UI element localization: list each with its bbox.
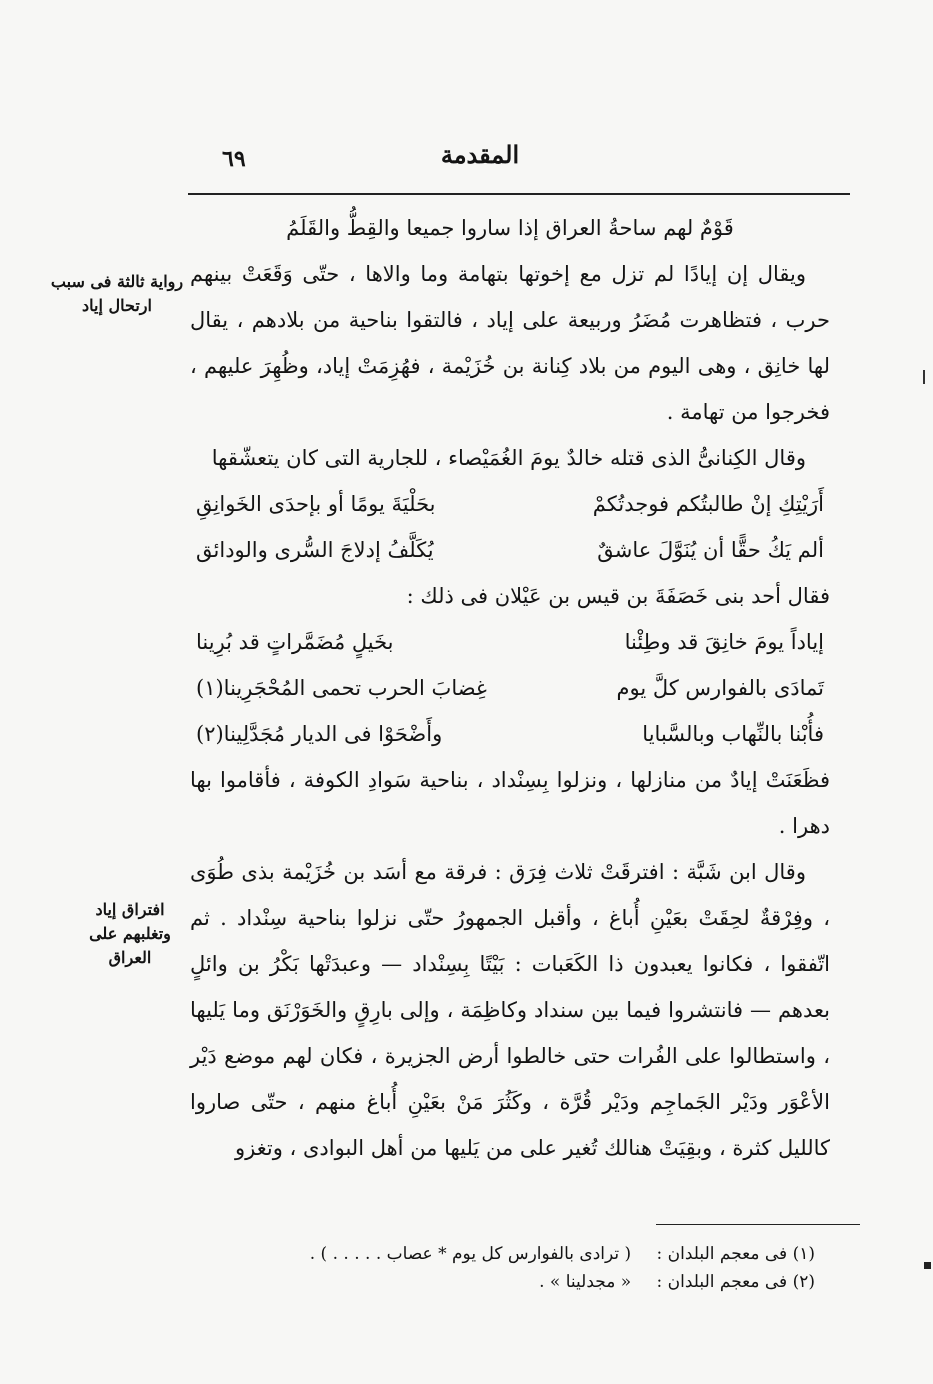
verse-2-second-hemistich: يُكَلَّفُ إدلاجَ السُّرى والودائق bbox=[196, 538, 434, 562]
edge-mark bbox=[923, 370, 925, 384]
paragraph-iyad-war: ويقال إن إيادًا لم تزل مع إخوتها بتهامة وما والاها ، حتّى وَقَعَتْ بينهم حرب ، فتظاهرت مُضَرُ وربيعة على إياد ، فالتقوا بناحية من بلادهم ، يقال لها خانِق ، وهى اليوم من بلاد كِنانة بن خُزَيْمة ، فهُزِمَتْ إياد، وظُهِرَ عليهم ، فخرجوا من تهامة . bbox=[190, 262, 830, 424]
margin-note-2: افتراق إياد وتغلبهم على العراق bbox=[89, 900, 171, 967]
footnote-2-text: « مجدلينا » . bbox=[539, 1272, 632, 1292]
paragraph-kinani: وقال الكِنانىُّ الذى قتله خالدٌ يومَ الغُمَيْصاء ، للجارية التى كان يتعشّقها bbox=[211, 446, 806, 470]
verse-4-second-hemistich: غِضابَ الحرب تحمى المُحْجَرِينا(١) bbox=[196, 676, 487, 700]
running-head-title: المقدمة bbox=[440, 140, 520, 169]
paragraph-ibn-shabba: وقال ابن شَبَّة : افترقَتْ ثلاث فِرَق : فرقة مع أسَد بن خُزَيْمة بذى طُوَى ، وفِرْقةٌ لحِقَتْ بعَيْنِ أُباغ ، وأقبل الجمهورُ حتّى نزلوا بناحية سِنْداد . ثم اتّفقوا ، فكانوا يعبدون ذا الكَعَبات : بَيْتًا بِسِنْداد — وعبدَتْها بَكْرُ بن وائلٍ بعدهم — فانتشروا فيما بين سنداد وكاظِمَة ، وإلى بارِقٍ والخَوَرْنَق وما يَليها ، واستطالوا على الفُرات حتى خالطوا أرض الجزيرة ، فكان لهم موضع دَيْر الأعْوَر ودَيْر الجَماجِم ودَيْر قُرَّة ، وكَثُرَ مَنْ بعَيْنِ أُباغ منهم ، حتّى صاروا كالليل كثرة ، وبقِيَتْ هنالك تُغير على من يَليها من أهل البوادى ، وتغزو bbox=[190, 860, 830, 1160]
verse-3-second-hemistich: بخَيلٍ مُضَمَّراتٍ قد بُرِينا bbox=[196, 630, 394, 654]
page-number: ٦٩ bbox=[222, 146, 246, 172]
header-rule bbox=[188, 193, 850, 195]
footnote-1-label: (١) فى معجم البلدان : bbox=[656, 1244, 815, 1264]
verse-1-first-hemistich: أَرَيْتِكِ إنْ طالبتُكم فوجدتُكمْ bbox=[592, 492, 824, 516]
verse-5-first-hemistich: فأُبْنا بالنِّهاب وبالسَّبايا bbox=[642, 722, 824, 746]
verse-3-first-hemistich: إياداً يومَ خانِقَ قد وطِئْنا bbox=[624, 630, 824, 654]
footnote-rule bbox=[656, 1224, 860, 1225]
verse-3 bbox=[190, 619, 830, 665]
footnote-2 bbox=[195, 1268, 815, 1296]
footnote-1 bbox=[195, 1240, 815, 1268]
verse-2 bbox=[190, 527, 830, 573]
verse-4-first-hemistich: تَمادَى بالفوارس كلَّ يوم bbox=[616, 676, 824, 700]
footnotes bbox=[195, 1240, 815, 1296]
paragraph-khasafa: فقال أحد بنى خَصَفَةَ بن قيس بن عَيْلان فى ذلك : bbox=[406, 584, 830, 608]
edge-dot bbox=[924, 1262, 931, 1269]
verse-1 bbox=[190, 481, 830, 527]
footnote-2-label: (٢) فى معجم البلدان : bbox=[656, 1272, 815, 1292]
main-text bbox=[190, 205, 830, 1171]
paragraph-sindad: فظَعَنَتْ إيادٌ من منازلها ، ونزلوا بِسِنْداد ، بناحية سَوادِ الكوفة ، فأقاموا بها دهرا . bbox=[190, 768, 830, 838]
verse-4 bbox=[190, 665, 830, 711]
verse-line-opening: قَوْمٌ لهم ساحةُ العراق إذا ساروا جميعا والقِطُّ والقَلَمُ bbox=[286, 216, 734, 240]
verse-1-second-hemistich: بحَلْيَةَ يومًا أو بإحدَى الخَوانِقِ bbox=[196, 492, 436, 516]
verse-5-second-hemistich: وأَضْحَوْا فى الديار مُجَدَّلِينا(٢) bbox=[196, 722, 443, 746]
verse-2-first-hemistich: ألم يَكُ حقًّا أن يُنَوَّلَ عاشقٌ bbox=[597, 538, 824, 562]
margin-note-1: رواية ثالثة فى سبب ارتحال إياد bbox=[50, 272, 184, 315]
footnote-1-text: ( ترادى بالفوارس كل يوم * عصاب . . . . . ) . bbox=[309, 1244, 632, 1264]
verse-5 bbox=[190, 711, 830, 757]
